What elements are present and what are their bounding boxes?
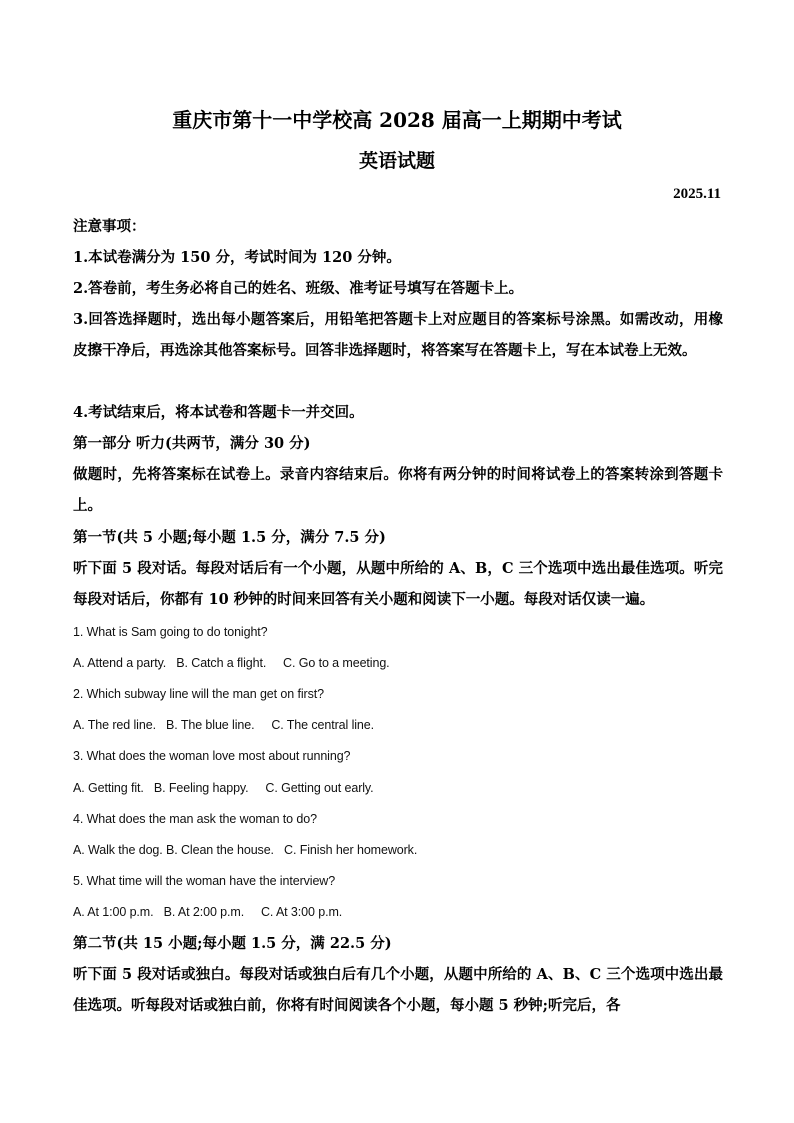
section1-heading: 第一节(共 5 小题;每小题 1.5 分，满分 7.5 分) — [73, 529, 386, 546]
question-3-options: A. Getting fit. B. Feeling happy. C. Getting out early. — [73, 781, 374, 795]
question-4: 4. What does the man ask the woman to do? — [73, 812, 317, 826]
section1-instruction: 听下面 5 段对话。每段对话后有一个小题，从题中所给的 A、B，C 三个选项中选出最佳选项。听完每段对话后，你都有 10 秒钟的时间来回答有关小题和阅读下一小题。每段对话仅读一遍。 — [73, 560, 723, 608]
section2-heading: 第二节(共 15 小题;每小题 1.5 分，满 22.5 分) — [73, 935, 392, 952]
exam-title: 重庆市第十一中学校高 2028 届高一上期期中考试 — [172, 108, 622, 132]
note-item-1: 1.本试卷满分为 150 分，考试时间为 120 分钟。 — [73, 249, 401, 266]
part1-heading: 第一部分 听力(共两节，满分 30 分) — [73, 435, 311, 452]
question-2: 2. Which subway line will the man get on first? — [73, 687, 324, 701]
exam-subtitle: 英语试题 — [358, 150, 435, 172]
section2-instruction: 听下面 5 段对话或独白。每段对话或独白后有几个小题，从题中所给的 A、B、C 三个选项中选出最佳选项。听每段对话或独白前，你将有时间阅读各个小题，每小题 5 秒钟;听完后，各 — [73, 966, 723, 1014]
question-4-options: A. Walk the dog. B. Clean the house. C. Finish her homework. — [73, 843, 418, 857]
part1-instruction: 做题时，先将答案标在试卷上。录音内容结束后。你将有两分钟的时间将试卷上的答案转涂到答题卡上。 — [73, 466, 723, 514]
question-5-options: A. At 1:00 p.m. B. At 2:00 p.m. C. At 3:00 p.m. — [73, 905, 343, 919]
question-5: 5. What time will the woman have the interview? — [73, 874, 336, 888]
note-item-2: 2.答卷前，考生务必将自己的姓名、班级、准考证号填写在答题卡上。 — [73, 280, 524, 297]
question-2-options: A. The red line. B. The blue line. C. The central line. — [73, 718, 375, 732]
question-3: 3. What does the woman love most about running? — [73, 749, 351, 763]
notes-heading: 注意事项： — [73, 218, 146, 235]
exam-date: 2025.11 — [673, 186, 721, 202]
question-1-options: A. Attend a party. B. Catch a flight. C. Go to a meeting. — [73, 656, 390, 670]
note-item-3: 3.回答选择题时，选出每小题答案后，用铅笔把答题卡上对应题目的答案标号涂黑。如需改动，用橡皮擦干净后，再选涂其他答案标号。回答非选择题时，将答案写在答题卡上，写在本试卷上无效。 — [73, 311, 723, 359]
note-item-4: 4.考试结束后，将本试卷和答题卡一并交回。 — [73, 404, 364, 421]
question-1: 1. What is Sam going to do tonight? — [73, 625, 268, 639]
